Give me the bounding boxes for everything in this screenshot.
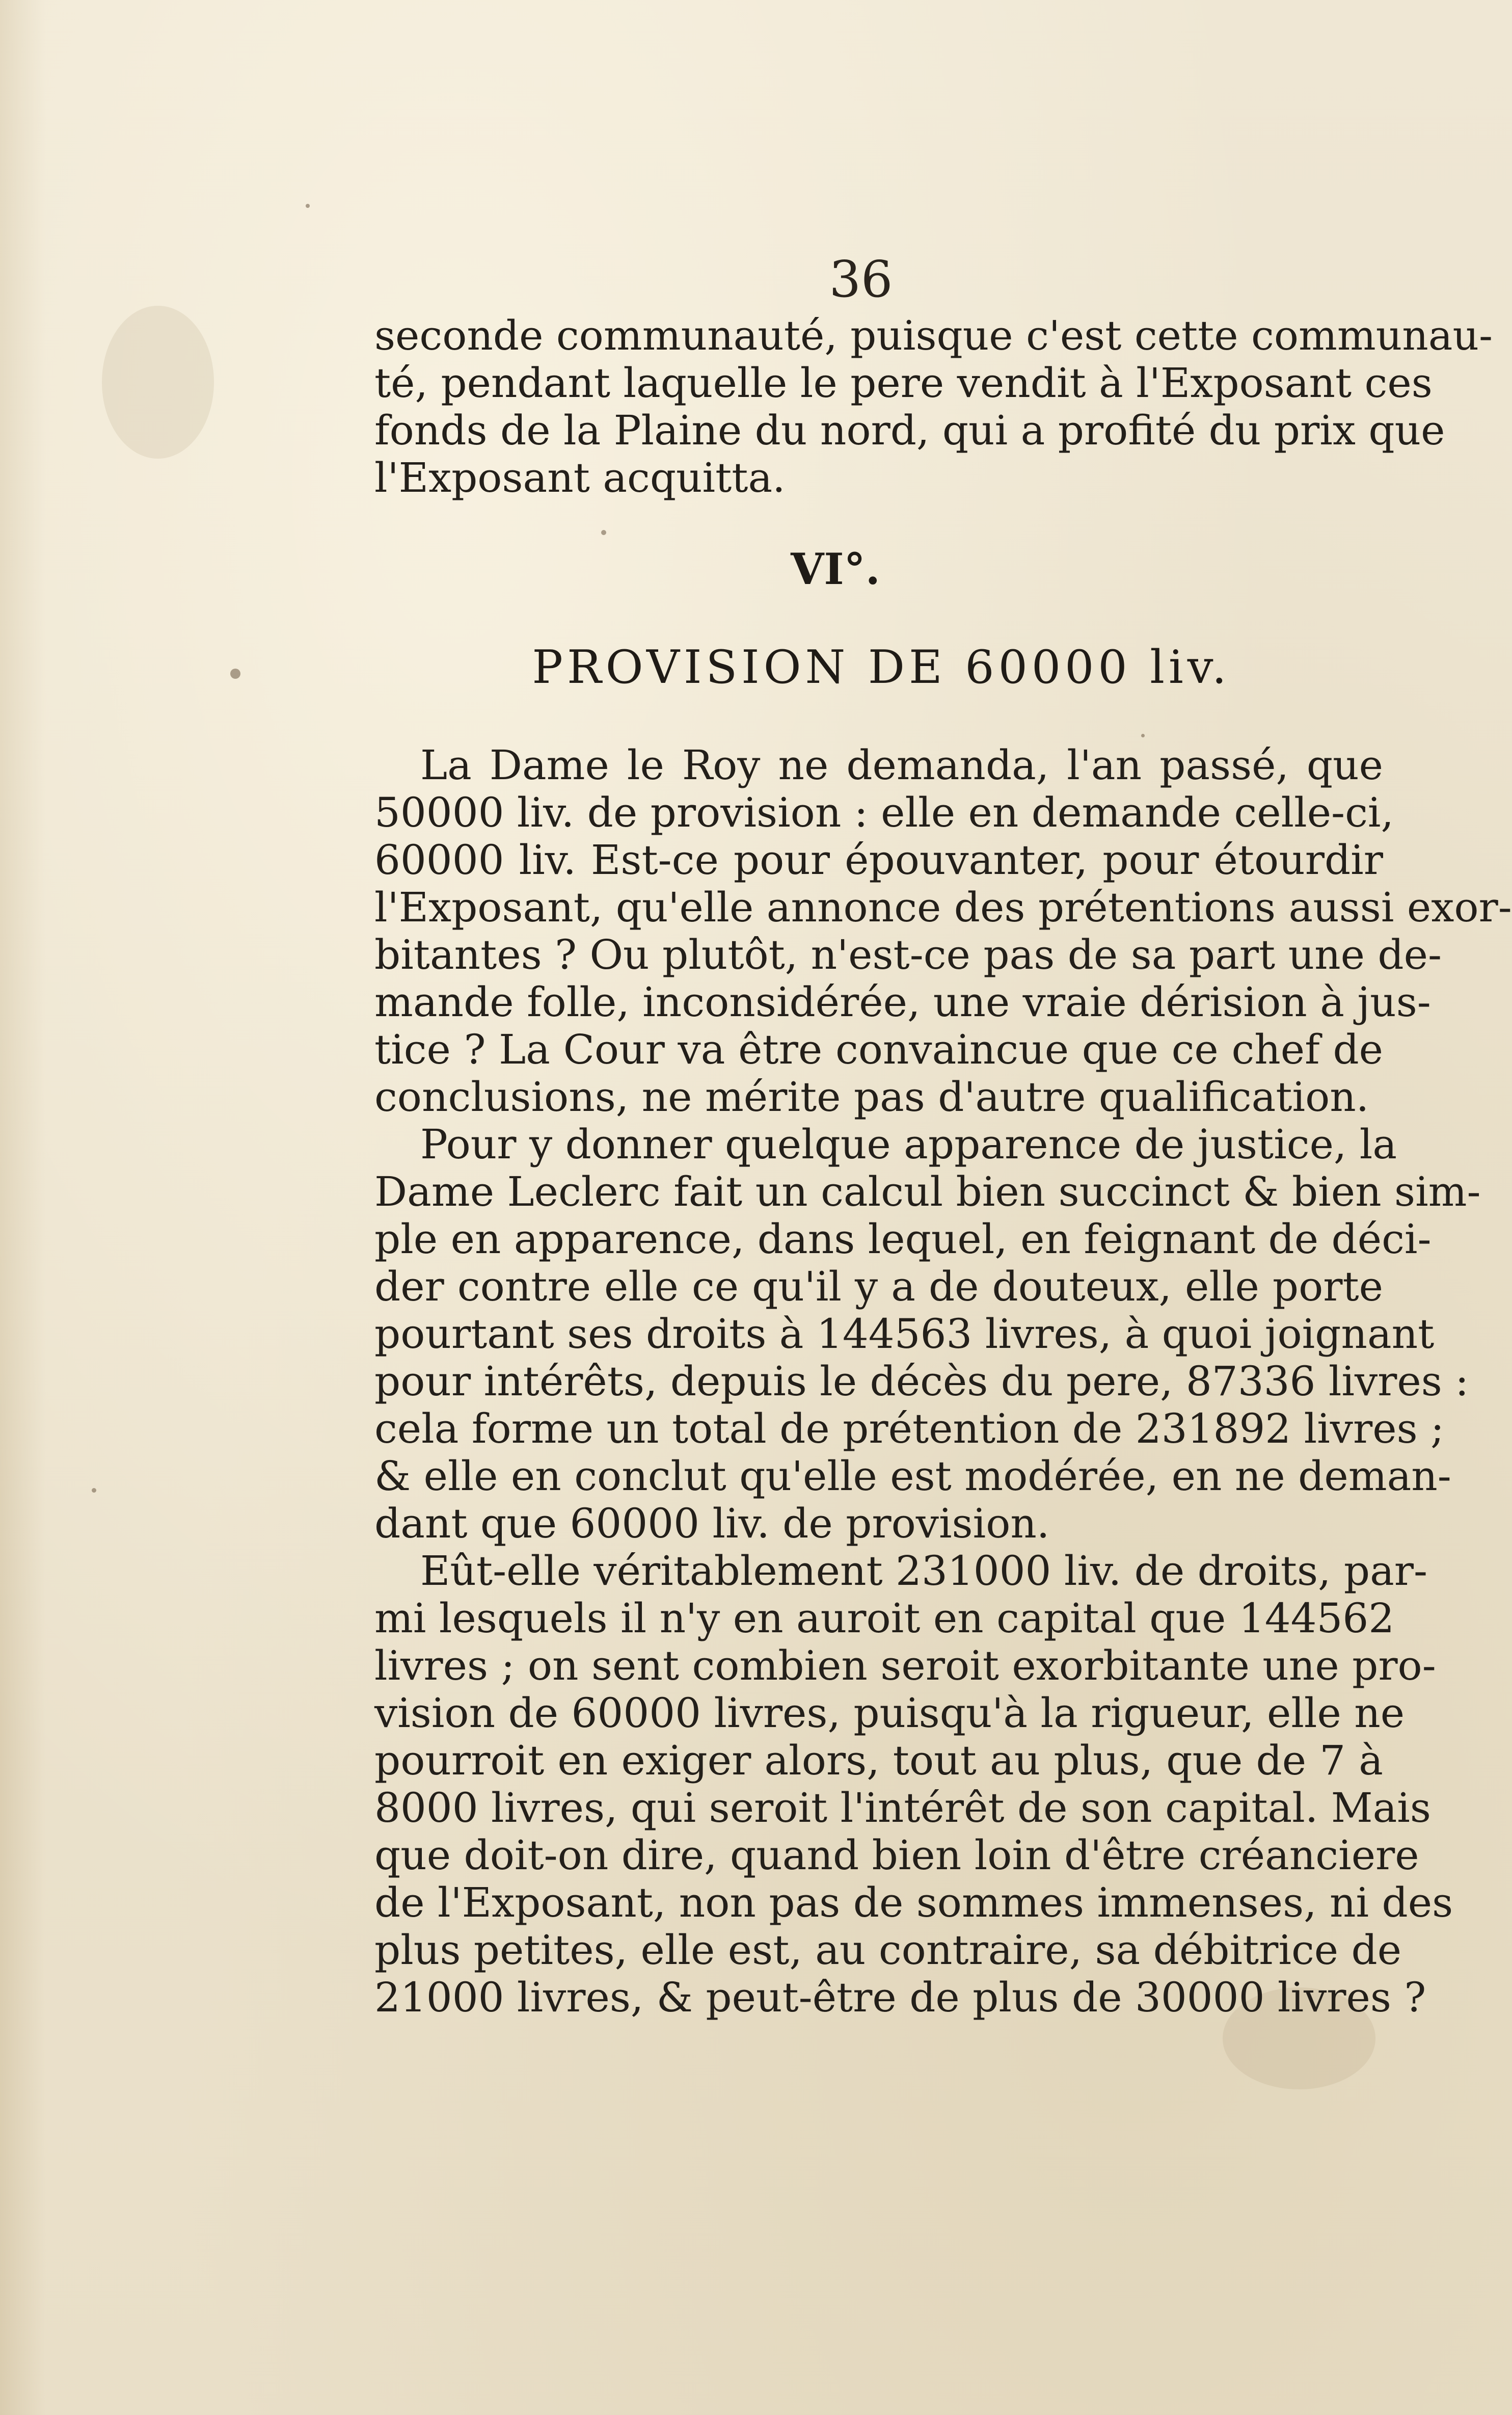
paper-speck: [1141, 734, 1145, 737]
paper-speck: [92, 1488, 96, 1493]
text-line: l'Exposant, qu'elle annonce des prétentions aussi exor-: [374, 884, 1512, 931]
text-line: pour intérêts, depuis le décès du pere, 87336 livres :: [374, 1358, 1469, 1405]
text-line: plus petites, elle est, au contraire, sa débitrice de: [374, 1926, 1402, 1974]
text-line: seconde communauté, puisque c'est cette communau-: [374, 312, 1493, 359]
text-line: de l'Exposant, non pas de sommes immenses, ni des: [374, 1879, 1453, 1926]
paragraph-continuation: [374, 312, 1493, 501]
text-line: fonds de la Plaine du nord, qui a profité du prix que: [374, 407, 1445, 454]
text-line: tice ? La Cour va être convaincue que ce chef de: [374, 1026, 1383, 1073]
text-line: & elle en conclut qu'elle est modérée, en ne deman-: [374, 1452, 1451, 1500]
paper-stain: [102, 306, 214, 459]
text-line: conclusions, ne mérite pas d'autre qualification.: [374, 1073, 1369, 1121]
text-line: 60000 liv. Est-ce pour épouvanter, pour étourdir: [374, 836, 1383, 884]
text-line: dant que 60000 liv. de provision.: [374, 1500, 1050, 1547]
text-line: livres ; on sent combien seroit exorbitante une pro-: [374, 1642, 1436, 1689]
paper-speck: [306, 204, 310, 208]
text-line: La Dame le Roy ne demanda, l'an passé, que: [420, 741, 1383, 789]
section-body: [374, 741, 1512, 2021]
text-line: Pour y donner quelque apparence de justice, la: [420, 1121, 1397, 1168]
text-line: té, pendant laquelle le pere vendit à l'Exposant ces: [374, 359, 1433, 407]
section-title: PROVISION DE 60000 liv.: [532, 641, 1231, 694]
text-line: 21000 livres, & peut-être de plus de 30000 livres ?: [374, 1974, 1426, 2021]
section-number: VI°.: [791, 544, 880, 594]
text-line: pourtant ses droits à 144563 livres, à quoi joignant: [374, 1310, 1435, 1358]
text-line: l'Exposant acquitta.: [374, 454, 786, 501]
text-line: 50000 liv. de provision : elle en demande celle-ci,: [374, 789, 1394, 836]
text-line: ple en apparence, dans lequel, en feignant de déci-: [374, 1215, 1432, 1263]
text-line: Dame Leclerc fait un calcul bien succinct & bien sim-: [374, 1168, 1481, 1215]
text-line: der contre elle ce qu'il y a de douteux, elle porte: [374, 1263, 1383, 1310]
text-line: cela forme un total de prétention de 231892 livres ;: [374, 1405, 1444, 1452]
paper-speck: [601, 530, 606, 535]
text-line: 8000 livres, qui seroit l'intérêt de son capital. Mais: [374, 1784, 1431, 1832]
text-line: que doit-on dire, quand bien loin d'être créanciere: [374, 1832, 1419, 1879]
page-number: 36: [829, 251, 893, 309]
text-line: vision de 60000 livres, puisqu'à la rigueur, elle ne: [374, 1689, 1405, 1737]
text-line: Eût-elle véritablement 231000 liv. de droits, par-: [420, 1547, 1428, 1595]
paper-speck: [230, 669, 240, 679]
text-line: mi lesquels il n'y en auroit en capital que 144562: [374, 1595, 1395, 1642]
text-line: mande folle, inconsidérée, une vraie dérision à jus-: [374, 978, 1431, 1026]
text-line: bitantes ? Ou plutôt, n'est-ce pas de sa part une de-: [374, 931, 1442, 978]
text-line: pourroit en exiger alors, tout au plus, que de 7 à: [374, 1737, 1383, 1784]
